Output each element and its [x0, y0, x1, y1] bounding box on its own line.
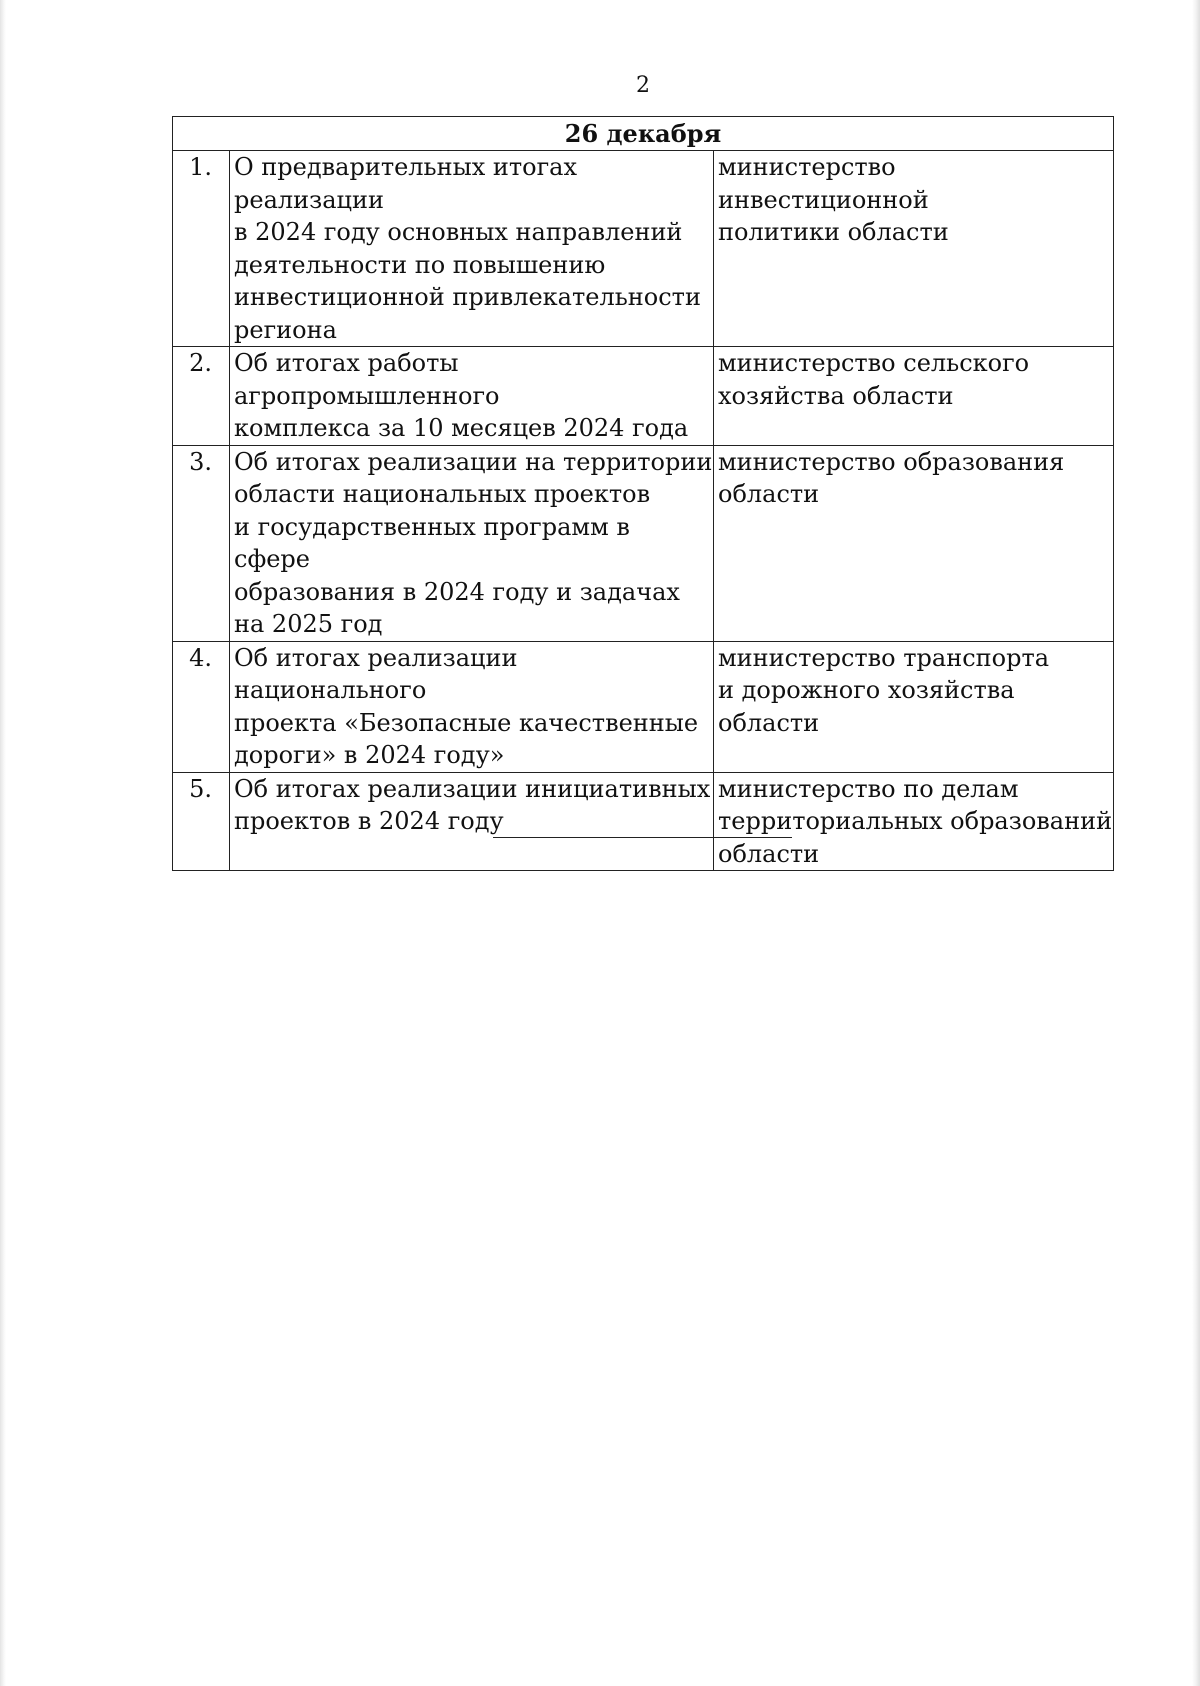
agenda-topic: Об итогах реализации на территории области национальных проектов и государственных программ в сфере образования в 2024 году и задачах на 2025 год [230, 445, 714, 641]
row-number: 1. [173, 151, 230, 347]
responsible-body: министерство образования области [714, 445, 1114, 641]
table-row [173, 772, 1114, 871]
row-number: 5. [173, 772, 230, 871]
table-row [173, 641, 1114, 772]
page-number: 2 [636, 73, 650, 98]
table-row [173, 445, 1114, 641]
date-header-row [173, 117, 1114, 151]
responsible-body: министерство транспорта и дорожного хозяйства области [714, 641, 1114, 772]
closing-separator-line [493, 837, 792, 838]
responsible-body: министерство инвестиционной политики области [714, 151, 1114, 347]
responsible-body: министерство по делам территориальных образований области [714, 772, 1114, 871]
scan-edge-right [1192, 0, 1200, 1686]
agenda-topic: О предварительных итогах реализации в 2024 году основных направлений деятельности по повышению инвестиционной привлекательности региона [230, 151, 714, 347]
row-number: 4. [173, 641, 230, 772]
table-row [173, 151, 1114, 347]
agenda-topic: Об итогах реализации национального проекта «Безопасные качественные дороги» в 2024 году» [230, 641, 714, 772]
table-row [173, 347, 1114, 446]
agenda-table [172, 116, 1114, 871]
date-header: 26 декабря [173, 117, 1114, 151]
responsible-body: министерство сельского хозяйства области [714, 347, 1114, 446]
scan-edge-left [0, 0, 6, 1686]
row-number: 3. [173, 445, 230, 641]
row-number: 2. [173, 347, 230, 446]
agenda-topic: Об итогах реализации инициативных проектов в 2024 году [230, 772, 714, 871]
agenda-topic: Об итогах работы агропромышленного комплекса за 10 месяцев 2024 года [230, 347, 714, 446]
